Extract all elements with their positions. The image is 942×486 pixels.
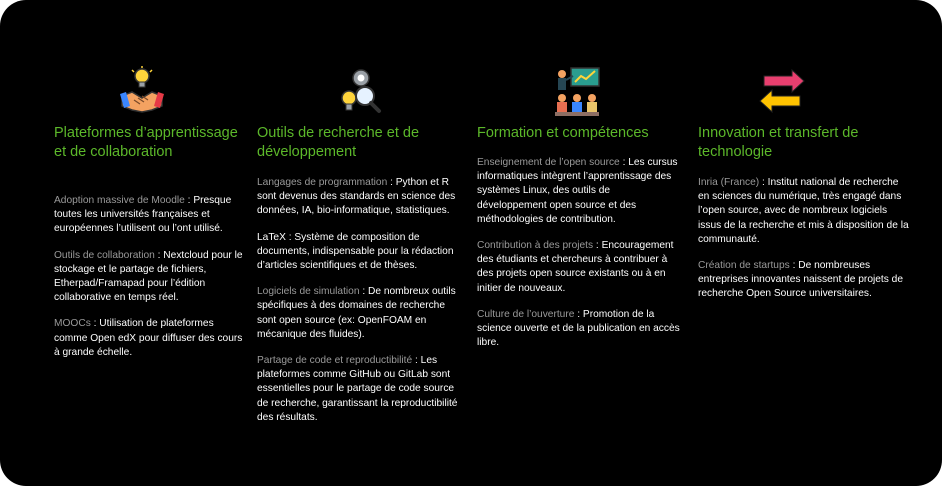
column-title: Formation et compétences (477, 125, 649, 141)
item-label: Langages de programmation (257, 177, 388, 188)
item-label: Culture de l’ouverture (477, 308, 575, 320)
item-text: : Utilisation de plateformes comme Open edX pour diffuser des cours à grande échelle. (54, 318, 243, 358)
item-label: Enseignement de l’open source (477, 157, 620, 168)
list-item (257, 231, 465, 274)
item-label: Adoption massive de Moodle (54, 195, 185, 206)
list-item (54, 317, 244, 360)
item-label: Création de startups (698, 260, 790, 272)
item-list (698, 176, 910, 314)
item-text: : De nombreuses entreprises innovantes naissent de projets de recherche Open Source universitaires. (698, 260, 904, 300)
item-label: MOOCs (54, 318, 91, 330)
item-text: : Institut national de recherche en sciences du numérique, très engagé dans l’open source, avec de nombreux logiciels issus de la recherche et mis à disposition de la communauté. (698, 177, 909, 245)
column-title: Innovation et transfert de technologie (698, 125, 859, 160)
list-item (477, 239, 682, 296)
research-magnifier-icon (335, 66, 383, 118)
item-text: : Encouragement des étudiants et chercheurs à contribuer à des projets open source existants ou à en initier de nouveaux. (477, 240, 674, 294)
item-label: Outils de collaboration (54, 249, 155, 261)
item-list (257, 176, 465, 437)
item-label: Inria (France) (698, 177, 760, 188)
presentation-training-icon (553, 66, 601, 118)
column-title: Plateformes d’apprentissage et de collaboration (54, 125, 238, 160)
item-text: : Les plateformes comme GitHub ou GitLab sont essentielles pour le partage de code source de recherche, garantissant la reproductibilité des résultats. (257, 355, 458, 423)
item-text: : Presque toutes les universités françaises et européennes l’utilisent ou l’ont utilisé. (54, 195, 232, 235)
list-item (54, 249, 244, 306)
list-item (257, 354, 465, 425)
list-item (257, 285, 465, 342)
item-text: : Nextcloud pour le stockage et le partage de fichiers, Etherpad/Framapad pour l’édition collaborative en temps réel. (54, 249, 243, 304)
handshake-bulb-icon (118, 66, 166, 118)
list-item (54, 194, 244, 237)
item-text: : Python et R sont devenus des standards en science des données, IA, bio-informatique, statistiques. (257, 177, 456, 217)
item-label: Logiciels de simulation (257, 286, 360, 298)
item-text: : Promotion de la science ouverte et de la publication en accès libre. (477, 308, 680, 349)
item-label: Partage de code et reproductibilité (257, 355, 413, 367)
item-text: LaTeX : Système de composition de documents, indispensable pour la rédaction d’articles scientifiques et de thèses. (257, 231, 454, 272)
column-title: Outils de recherche et de développement (257, 125, 420, 160)
item-list (477, 156, 682, 362)
list-item (257, 176, 465, 219)
item-text: : De nombreux outils spécifiques à des domaines de recherche sont open source (ex: OpenFOAM en mécanique des fluides). (257, 286, 456, 340)
transfer-arrows-icon (758, 66, 806, 118)
list-item (477, 308, 682, 351)
item-list (54, 194, 244, 372)
list-item (698, 259, 910, 302)
item-label: Contribution à des projets (477, 240, 594, 252)
list-item (477, 156, 682, 227)
item-text: : Les cursus informatiques intègrent l’apprentissage des systèmes Linux, des outils de développement open source et des méthodologies de contribution. (477, 157, 678, 225)
list-item (698, 176, 910, 247)
